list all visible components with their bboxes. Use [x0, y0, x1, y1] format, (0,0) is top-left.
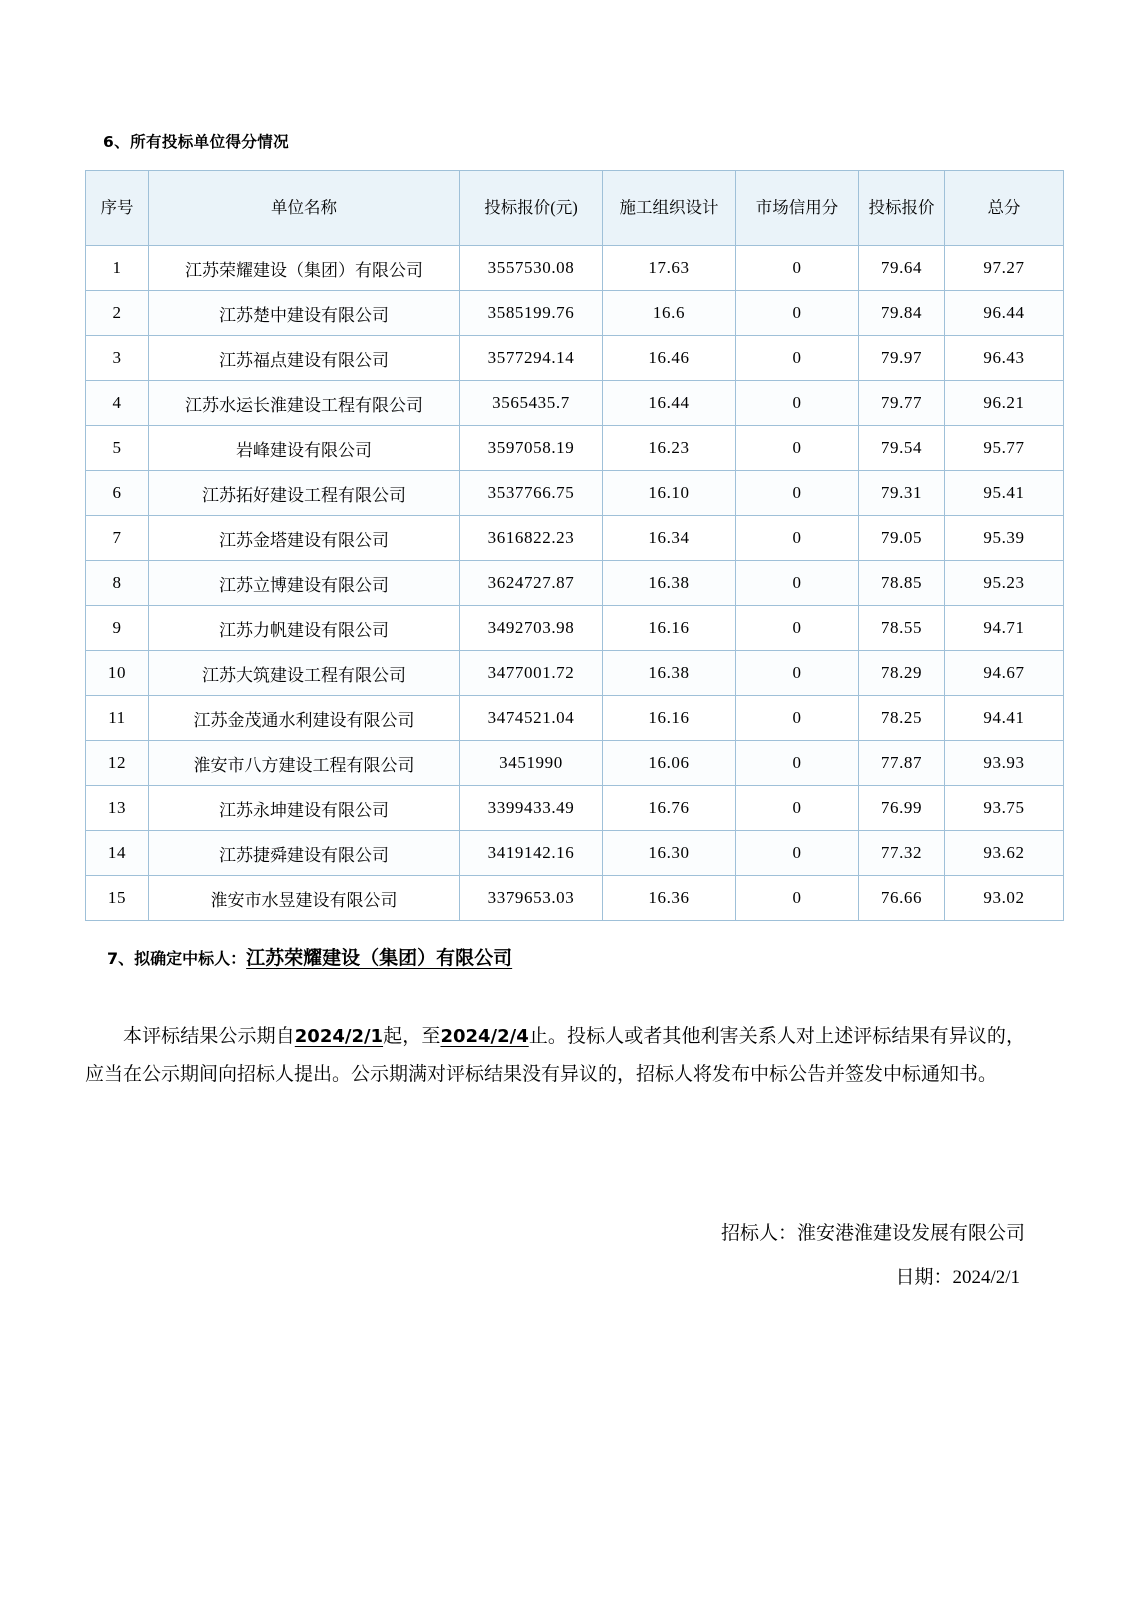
cell-company: 江苏立博建设有限公司	[149, 561, 460, 606]
cell-bid-score: 79.31	[859, 471, 945, 516]
table-row	[86, 381, 1064, 426]
cell-company: 淮安市水昱建设有限公司	[149, 876, 460, 921]
cell-seq: 12	[86, 741, 149, 786]
cell-design: 16.36	[603, 876, 736, 921]
cell-credit: 0	[736, 786, 859, 831]
table-row	[86, 516, 1064, 561]
cell-seq: 13	[86, 786, 149, 831]
cell-price: 3557530.08	[460, 246, 603, 291]
table-row	[86, 831, 1064, 876]
cell-bid-score: 76.99	[859, 786, 945, 831]
bidder-scores-table	[85, 170, 1064, 921]
cell-price: 3537766.75	[460, 471, 603, 516]
cell-seq: 2	[86, 291, 149, 336]
column-header-price: 投标报价(元)	[460, 171, 603, 246]
cell-credit: 0	[736, 426, 859, 471]
table-row	[86, 426, 1064, 471]
cell-total: 93.62	[945, 831, 1064, 876]
cell-credit: 0	[736, 471, 859, 516]
cell-seq: 10	[86, 651, 149, 696]
cell-credit: 0	[736, 246, 859, 291]
cell-bid-score: 79.05	[859, 516, 945, 561]
table-row	[86, 336, 1064, 381]
cell-credit: 0	[736, 336, 859, 381]
cell-total: 97.27	[945, 246, 1064, 291]
table-header	[86, 171, 1064, 246]
cell-price: 3379653.03	[460, 876, 603, 921]
cell-seq: 3	[86, 336, 149, 381]
cell-credit: 0	[736, 651, 859, 696]
cell-bid-score: 77.87	[859, 741, 945, 786]
cell-bid-score: 79.77	[859, 381, 945, 426]
column-header-design: 施工组织设计	[603, 171, 736, 246]
cell-total: 94.41	[945, 696, 1064, 741]
cell-price: 3451990	[460, 741, 603, 786]
cell-price: 3624727.87	[460, 561, 603, 606]
cell-design: 16.44	[603, 381, 736, 426]
cell-total: 95.77	[945, 426, 1064, 471]
table-row	[86, 606, 1064, 651]
cell-company: 淮安市八方建设工程有限公司	[149, 741, 460, 786]
cell-credit: 0	[736, 696, 859, 741]
cell-price: 3585199.76	[460, 291, 603, 336]
cell-credit: 0	[736, 831, 859, 876]
table-row	[86, 651, 1064, 696]
notice-paragraph	[85, 1018, 1025, 1094]
document-footer	[85, 1212, 1025, 1299]
cell-design: 16.46	[603, 336, 736, 381]
section-7-winner	[107, 943, 1040, 970]
cell-price: 3616822.23	[460, 516, 603, 561]
cell-design: 16.16	[603, 696, 736, 741]
cell-total: 96.44	[945, 291, 1064, 336]
cell-seq: 14	[86, 831, 149, 876]
section-7-label: 7、拟确定中标人：	[107, 949, 247, 968]
cell-total: 94.71	[945, 606, 1064, 651]
cell-company: 江苏永坤建设有限公司	[149, 786, 460, 831]
cell-credit: 0	[736, 741, 859, 786]
cell-price: 3492703.98	[460, 606, 603, 651]
cell-design: 16.34	[603, 516, 736, 561]
cell-company: 江苏大筑建设工程有限公司	[149, 651, 460, 696]
footer-date: 日期：2024/2/1	[895, 1266, 1020, 1288]
cell-company: 岩峰建设有限公司	[149, 426, 460, 471]
cell-price: 3477001.72	[460, 651, 603, 696]
cell-total: 96.43	[945, 336, 1064, 381]
cell-design: 16.23	[603, 426, 736, 471]
column-header-bid-score: 投标报价	[859, 171, 945, 246]
cell-design: 16.38	[603, 651, 736, 696]
cell-company: 江苏水运长淮建设工程有限公司	[149, 381, 460, 426]
table-row	[86, 561, 1064, 606]
cell-price: 3565435.7	[460, 381, 603, 426]
cell-design: 16.6	[603, 291, 736, 336]
cell-total: 96.21	[945, 381, 1064, 426]
table-row	[86, 696, 1064, 741]
table-header-row	[86, 171, 1064, 246]
cell-seq: 6	[86, 471, 149, 516]
table-row	[86, 471, 1064, 516]
cell-bid-score: 77.32	[859, 831, 945, 876]
cell-credit: 0	[736, 516, 859, 561]
cell-bid-score: 78.25	[859, 696, 945, 741]
cell-design: 16.16	[603, 606, 736, 651]
cell-seq: 1	[86, 246, 149, 291]
notice-end-date: 2024/2/4	[440, 1026, 529, 1047]
column-header-company: 单位名称	[149, 171, 460, 246]
table-row	[86, 246, 1064, 291]
cell-company: 江苏荣耀建设（集团）有限公司	[149, 246, 460, 291]
cell-bid-score: 78.55	[859, 606, 945, 651]
cell-seq: 9	[86, 606, 149, 651]
cell-company: 江苏金塔建设有限公司	[149, 516, 460, 561]
cell-design: 16.76	[603, 786, 736, 831]
notice-part-2: 起，至	[383, 1026, 441, 1047]
notice-start-date: 2024/2/1	[294, 1026, 384, 1047]
cell-bid-score: 79.97	[859, 336, 945, 381]
cell-company: 江苏金茂通水利建设有限公司	[149, 696, 460, 741]
cell-total: 93.02	[945, 876, 1064, 921]
cell-bid-score: 79.84	[859, 291, 945, 336]
cell-bid-score: 79.64	[859, 246, 945, 291]
cell-credit: 0	[736, 606, 859, 651]
cell-bid-score: 78.85	[859, 561, 945, 606]
cell-credit: 0	[736, 381, 859, 426]
cell-design: 16.38	[603, 561, 736, 606]
cell-credit: 0	[736, 561, 859, 606]
footer-tenderer: 招标人：淮安港淮建设发展有限公司	[720, 1223, 1025, 1244]
cell-design: 17.63	[603, 246, 736, 291]
cell-total: 95.23	[945, 561, 1064, 606]
cell-total: 94.67	[945, 651, 1064, 696]
cell-price: 3474521.04	[460, 696, 603, 741]
cell-total: 95.41	[945, 471, 1064, 516]
cell-seq: 5	[86, 426, 149, 471]
document-content	[85, 130, 1040, 1299]
notice-part-3: 止。投标人或者其他利害关系人对上述评标结果有异议的，应当在公示期间向招标人提出。公示期满对评标结果没有异议的，招标人将发布中标公告并签发中标通知书。	[85, 1026, 1025, 1085]
cell-seq: 15	[86, 876, 149, 921]
cell-price: 3399433.49	[460, 786, 603, 831]
cell-credit: 0	[736, 876, 859, 921]
cell-company: 江苏力帆建设有限公司	[149, 606, 460, 651]
cell-price: 3597058.19	[460, 426, 603, 471]
cell-company: 江苏楚中建设有限公司	[149, 291, 460, 336]
cell-price: 3577294.14	[460, 336, 603, 381]
cell-seq: 11	[86, 696, 149, 741]
cell-seq: 7	[86, 516, 149, 561]
cell-credit: 0	[736, 291, 859, 336]
cell-company: 江苏拓好建设工程有限公司	[149, 471, 460, 516]
cell-company: 江苏捷舜建设有限公司	[149, 831, 460, 876]
cell-bid-score: 79.54	[859, 426, 945, 471]
column-header-credit: 市场信用分	[736, 171, 859, 246]
winning-bidder-name: 江苏荣耀建设（集团）有限公司	[246, 948, 513, 969]
table-row	[86, 786, 1064, 831]
table-row	[86, 876, 1064, 921]
cell-seq: 8	[86, 561, 149, 606]
cell-bid-score: 76.66	[859, 876, 945, 921]
section-6-heading: 6、所有投标单位得分情况	[103, 133, 290, 151]
cell-total: 95.39	[945, 516, 1064, 561]
cell-company: 江苏福点建设有限公司	[149, 336, 460, 381]
cell-bid-score: 78.29	[859, 651, 945, 696]
notice-part-1: 本评标结果公示期自	[123, 1026, 295, 1047]
cell-price: 3419142.16	[460, 831, 603, 876]
cell-design: 16.10	[603, 471, 736, 516]
cell-total: 93.75	[945, 786, 1064, 831]
cell-design: 16.06	[603, 741, 736, 786]
cell-total: 93.93	[945, 741, 1064, 786]
column-header-seq: 序号	[86, 171, 149, 246]
table-row	[86, 291, 1064, 336]
table-row	[86, 741, 1064, 786]
cell-seq: 4	[86, 381, 149, 426]
cell-design: 16.30	[603, 831, 736, 876]
table-body	[86, 246, 1064, 921]
column-header-total: 总分	[945, 171, 1064, 246]
